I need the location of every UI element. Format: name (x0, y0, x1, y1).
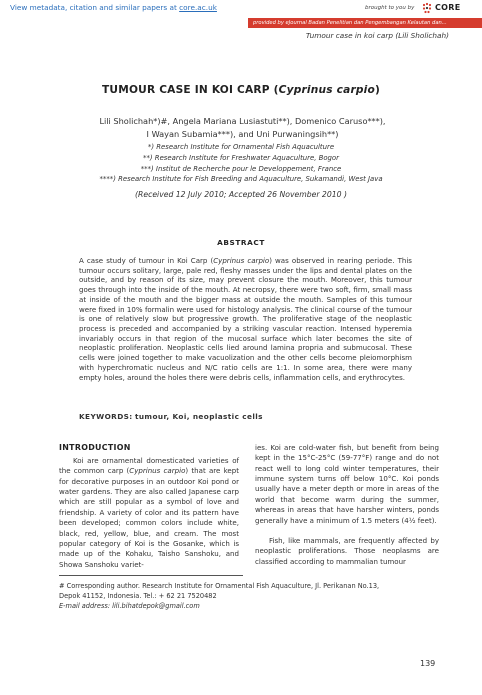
right-column (255, 443, 439, 567)
author-list (60, 115, 425, 140)
authors-line-1: Lili Sholichah*)#, Angela Mariana Lusiastuti**), Domenico Caruso***), (99, 116, 386, 126)
footnote-line-2: Depok 41152, Indonesia. Tel.: + 62 21 7520482 (59, 592, 217, 600)
footnote-email: E-mail address: lili.bihatdepok@gmail.com (59, 602, 200, 610)
affiliations (0, 142, 482, 185)
title-species: Cyprinus carpio (278, 84, 375, 96)
core-banner (0, 0, 482, 20)
abstract-text-start: A case study of tumour in Koi Carp ( (79, 256, 214, 265)
title-end: ) (374, 84, 381, 96)
affiliation-2: **) Research Institute for Freshwater Aquaculture, Bogor (143, 153, 339, 162)
keywords-value: tumour, Koi, neoplastic cells (134, 412, 263, 421)
footnote (59, 581, 439, 611)
title-main: TUMOUR CASE IN KOI CARP ( (101, 84, 279, 96)
core-link-text: View metadata, citation and similar papers at (10, 3, 177, 12)
intro-p1-start: Koi are ornamental domesticated varieties of the common carp ( (59, 456, 239, 476)
abstract-species: Cyprinus carpio (213, 256, 270, 265)
intro-p1-species: Cyprinus carpio (129, 466, 186, 476)
authors-line-2: I Wayan Subamia***), and Uni Purwaningsih**) (146, 128, 339, 139)
intro-paragraph-1 (59, 456, 239, 570)
keywords-label: KEYWORDS: (79, 412, 133, 421)
affiliation-1: *) Research Institute for Ornamental Fish Aquaculture (147, 143, 335, 151)
abstract-text-rest: ) was observed in rearing periode. This tumour occurs solitary, large, pale red, fleshy masses under the lips and dental plates on the outside, and by reason of its size, may prevent closure the mouth. Moreover, this tumour goes through into the inside of the mouth. At necropsy, there were two soft, firm, small mass at inside of the mouth and the bigger mass at outside the mouth. Samples of this tumour were fixed in 10% formalin were used for histology analysis. The clinical course of the tumour is one of relatively slow but progressive growth. The proliferative stage of the neoplastic process is preceded and accompanied by a striking vascular reaction. Intensed hyperemia invariably occurs in that region of the mucosal surface which later becomes the site of neoplastic proliferation. Neoplastic cells lied around lamina propria and submucosal. These cells were joined together to make vacuolization and the other cells become pleiomorphism with hyperchromatic nucleus and N/C ratio cells are 1:1. In some area, there were many empty holes, around the holes there were debris cells, inflammation cells, and erythrocytes. (79, 256, 412, 382)
brought-by-text: brought to you by (365, 5, 415, 11)
affiliation-3: ***) Institut de Recherche pour le Developpement, France (140, 164, 342, 173)
abstract-heading: ABSTRACT (217, 238, 265, 247)
abstract-body (79, 256, 412, 382)
running-head: Tumour case in koi carp (Lili Sholichah) (305, 31, 449, 40)
left-column (59, 443, 239, 570)
core-logo-icon (421, 2, 433, 14)
received-dates: (Received 12 July 2010; Accepted 26 November 2010 ) (135, 190, 347, 199)
page-number: 139 (420, 659, 436, 668)
provided-by-bar[interactable]: provided by eJournal Badan Penelitian dan Pengembangan Kelautan dan... (248, 18, 482, 28)
core-link-domain: core.ac.uk (179, 3, 217, 12)
right-paragraph-2: Fish, like mammals, are frequently affected by neoplastic proliferations. Those neoplasms are classified according to mammalian tumour (255, 535, 439, 566)
core-metadata-link[interactable] (10, 3, 217, 12)
keywords (79, 412, 263, 421)
introduction-heading: INTRODUCTION (59, 443, 131, 452)
core-logo-text: CORE (435, 3, 461, 12)
intro-p1-rest: ) that are kept for decorative purposes in an outdoor Koi pond or water gardens. They are also called Japanese carp which are still popular as a symbol of love and friendship. A variety of color and its pattern have been developed; common colors include white, black, red, yellow, blue, and cream. The most popular category of Koi is the Gosanke, which is made up of the Kohaku, Taisho Sanshoku, and Showa Sanshoku variet- (59, 466, 239, 569)
footnote-divider (59, 575, 243, 576)
right-paragraph-1: ies. Koi are cold-water fish, but benefit from being kept in the 15°C-25°C (59-77°F) range and do not react well to long cold winter temperatures, their immune system turns off below 10°C. Koi ponds usually have a meter depth or more in areas of the world that become warm during the summer, whereas in areas that have harsher winters, ponds generally have a minimum of 1.5 meters (4½ feet). (255, 443, 439, 525)
affiliation-4: ****) Research Institute for Fish Breeding and Aquaculture, Sukamandi, West Java (99, 175, 383, 184)
footnote-line-1: # Corresponding author. Research Institute for Ornamental Fish Aquaculture, Jl. Perikanan No.13, (59, 582, 380, 590)
paper-title (0, 84, 482, 96)
